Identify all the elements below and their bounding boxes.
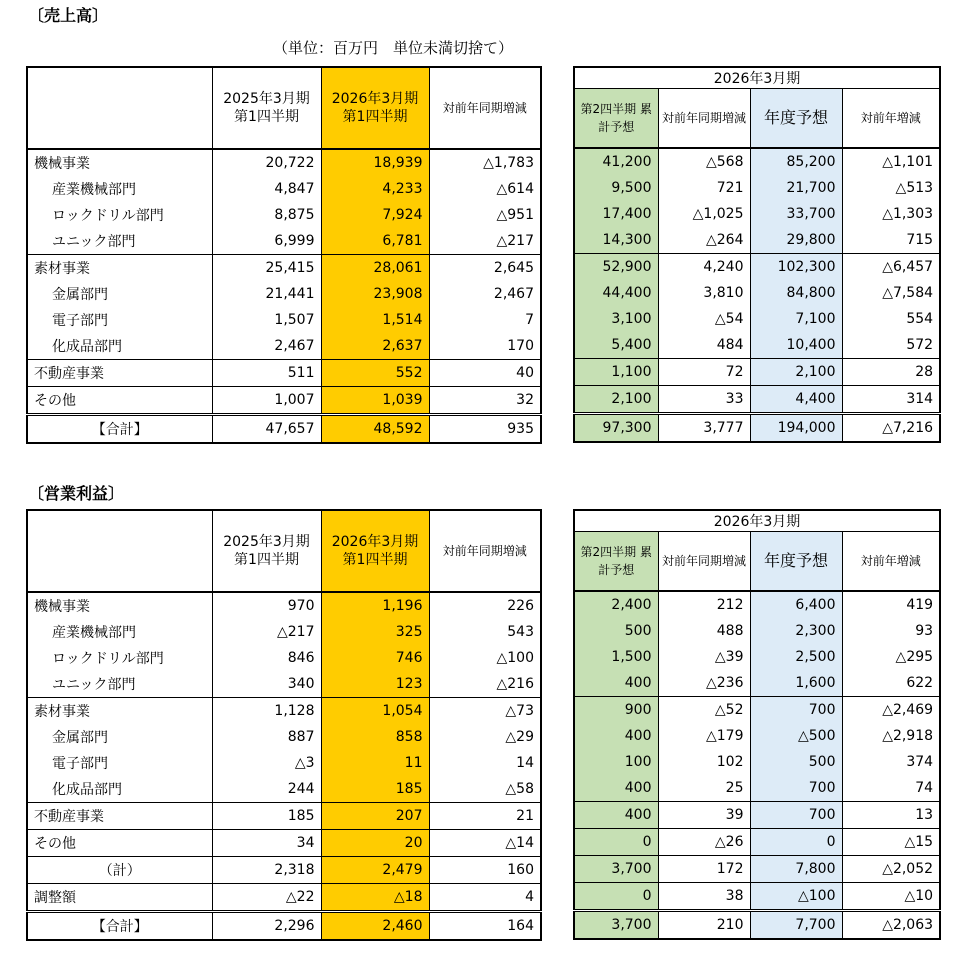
row-label: 不動産事業	[27, 360, 212, 387]
table-row	[574, 670, 940, 697]
h1-forecast-value: 400	[574, 802, 658, 829]
yoy-change-value: 2,467	[429, 281, 541, 307]
h1-yoy-value: 72	[658, 359, 750, 386]
fy-forecast-value: 84,800	[750, 280, 842, 306]
table-row	[574, 749, 940, 775]
h1-forecast-value: 1,100	[574, 359, 658, 386]
table-row	[27, 803, 541, 830]
fy-yoy-value: 93	[842, 618, 940, 644]
h1-yoy-value: △52	[658, 697, 750, 724]
fy-yoy-value: 28	[842, 359, 940, 386]
table-row	[574, 254, 940, 281]
row-label: 金属部門	[27, 281, 212, 307]
row-label: ロックドリル部門	[27, 202, 212, 228]
fy-forecast-value: 4,400	[750, 386, 842, 414]
fy-forecast-value: 7,700	[750, 911, 842, 940]
table-row	[27, 387, 541, 415]
table-row	[574, 414, 940, 443]
h1-forecast-value: 9,500	[574, 175, 658, 201]
fy-forecast-value: 21,700	[750, 175, 842, 201]
cur-q1-value: 185	[321, 776, 429, 803]
table-row	[574, 386, 940, 414]
row-label: 【合計】	[27, 415, 212, 444]
header-prev-q1: 2025年3月期 第1四半期	[212, 510, 321, 592]
table-row	[574, 829, 940, 856]
fy-yoy-value: △10	[842, 883, 940, 911]
h1-forecast-value: 0	[574, 829, 658, 856]
cur-q1-value: 552	[321, 360, 429, 387]
row-label: 素材事業	[27, 698, 212, 725]
h1-forecast-value: 0	[574, 883, 658, 911]
h1-yoy-value: 38	[658, 883, 750, 911]
table-row	[27, 724, 541, 750]
table-row	[574, 723, 940, 749]
prev-q1-value: 2,296	[212, 912, 321, 941]
h1-yoy-value: 4,240	[658, 254, 750, 281]
h1-yoy-value: △26	[658, 829, 750, 856]
h1-forecast-value: 44,400	[574, 280, 658, 306]
row-label: 機械事業	[27, 592, 212, 619]
fy-forecast-value: 10,400	[750, 332, 842, 359]
prev-q1-value: 4,847	[212, 176, 321, 202]
row-label: ユニック部門	[27, 671, 212, 698]
fy-forecast-value: 102,300	[750, 254, 842, 281]
prev-q1-value: 21,441	[212, 281, 321, 307]
table-row	[27, 619, 541, 645]
h1-forecast-value: 2,400	[574, 591, 658, 618]
table-row	[574, 911, 940, 940]
sales-left-table	[26, 66, 542, 444]
fy-yoy-value: △2,469	[842, 697, 940, 724]
prev-q1-value: 20,722	[212, 149, 321, 176]
fy-forecast-value: 2,300	[750, 618, 842, 644]
table-row	[27, 228, 541, 255]
table-row	[574, 644, 940, 670]
h1-forecast-value: 900	[574, 697, 658, 724]
yoy-change-value: 21	[429, 803, 541, 830]
fy-forecast-value: 0	[750, 829, 842, 856]
table-row	[27, 333, 541, 360]
table-row	[574, 175, 940, 201]
cur-q1-value: 1,054	[321, 698, 429, 725]
fy-yoy-value: △2,063	[842, 911, 940, 940]
prev-q1-value: 25,415	[212, 255, 321, 282]
h1-yoy-value: 25	[658, 775, 750, 802]
h1-forecast-value: 3,700	[574, 911, 658, 940]
row-label: 化成品部門	[27, 776, 212, 803]
prev-q1-value: 1,007	[212, 387, 321, 415]
h1-forecast-value: 52,900	[574, 254, 658, 281]
fy-forecast-value: △100	[750, 883, 842, 911]
header-h1-forecast: 第2四半期 累計予想	[574, 89, 658, 149]
h1-forecast-value: 500	[574, 618, 658, 644]
fy-forecast-value: 33,700	[750, 201, 842, 227]
table-row	[27, 698, 541, 725]
fy-yoy-value: 554	[842, 306, 940, 332]
h1-yoy-value: 39	[658, 802, 750, 829]
h1-yoy-value: △236	[658, 670, 750, 697]
fy-yoy-value: 374	[842, 749, 940, 775]
yoy-change-value: 226	[429, 592, 541, 619]
row-label: 産業機械部門	[27, 176, 212, 202]
header-fy-forecast: 年度予想	[750, 532, 842, 592]
row-label: その他	[27, 387, 212, 415]
table-row	[27, 176, 541, 202]
h1-yoy-value: △54	[658, 306, 750, 332]
yoy-change-value: △951	[429, 202, 541, 228]
yoy-change-value: 2,645	[429, 255, 541, 282]
h1-forecast-value: 2,100	[574, 386, 658, 414]
cur-q1-value: 746	[321, 645, 429, 671]
fy-forecast-value: 2,500	[750, 644, 842, 670]
cur-q1-value: 2,637	[321, 333, 429, 360]
yoy-change-value: △217	[429, 228, 541, 255]
fy-yoy-value: 13	[842, 802, 940, 829]
h1-yoy-value: 33	[658, 386, 750, 414]
header-period: 2026年3月期	[574, 510, 940, 532]
header-h1-yoy: 対前年同期増減	[658, 89, 750, 149]
fy-yoy-value: △7,584	[842, 280, 940, 306]
h1-forecast-value: 41,200	[574, 148, 658, 175]
fy-yoy-value: 419	[842, 591, 940, 618]
h1-yoy-value: △568	[658, 148, 750, 175]
fy-yoy-value: △2,918	[842, 723, 940, 749]
fy-yoy-value: △2,052	[842, 856, 940, 883]
prev-q1-value: 887	[212, 724, 321, 750]
yoy-change-value: △73	[429, 698, 541, 725]
header-fy-forecast: 年度予想	[750, 89, 842, 149]
h1-yoy-value: △264	[658, 227, 750, 254]
fy-yoy-value: 74	[842, 775, 940, 802]
fy-forecast-value: 194,000	[750, 414, 842, 443]
h1-yoy-value: 210	[658, 911, 750, 940]
header-cur-q1: 2026年3月期 第1四半期	[321, 510, 429, 592]
table-row	[27, 307, 541, 333]
h1-forecast-value: 1,500	[574, 644, 658, 670]
row-label: 電子部門	[27, 307, 212, 333]
fy-forecast-value: 700	[750, 802, 842, 829]
fy-forecast-value: 1,600	[750, 670, 842, 697]
header-fy-yoy: 対前年増減	[842, 89, 940, 149]
header-yoy-change: 対前年同期増減	[429, 510, 541, 592]
h1-yoy-value: 488	[658, 618, 750, 644]
cur-q1-value: △18	[321, 884, 429, 912]
row-label: ロックドリル部門	[27, 645, 212, 671]
prev-q1-value: 1,507	[212, 307, 321, 333]
header-prev-q1: 2025年3月期 第1四半期	[212, 67, 321, 149]
h1-yoy-value: 484	[658, 332, 750, 359]
prev-q1-value: △3	[212, 750, 321, 776]
yoy-change-value: 14	[429, 750, 541, 776]
h1-forecast-value: 17,400	[574, 201, 658, 227]
h1-forecast-value: 400	[574, 775, 658, 802]
table-row	[574, 306, 940, 332]
cur-q1-value: 207	[321, 803, 429, 830]
yoy-change-value: △29	[429, 724, 541, 750]
h1-yoy-value: △39	[658, 644, 750, 670]
table-row	[27, 776, 541, 803]
yoy-change-value: 160	[429, 857, 541, 884]
prev-q1-value: 846	[212, 645, 321, 671]
fy-forecast-value: 7,100	[750, 306, 842, 332]
cur-q1-value: 1,039	[321, 387, 429, 415]
fy-yoy-value: △15	[842, 829, 940, 856]
yoy-change-value: △100	[429, 645, 541, 671]
cur-q1-value: 4,233	[321, 176, 429, 202]
prev-q1-value: 2,318	[212, 857, 321, 884]
table-row	[574, 227, 940, 254]
table-row	[27, 202, 541, 228]
yoy-change-value: 170	[429, 333, 541, 360]
table-row	[27, 884, 541, 912]
cur-q1-value: 20	[321, 830, 429, 857]
table-row	[27, 645, 541, 671]
cur-q1-value: 2,460	[321, 912, 429, 941]
yoy-change-value: △14	[429, 830, 541, 857]
corner-cell	[27, 67, 212, 149]
fy-yoy-value: △7,216	[842, 414, 940, 443]
header-yoy-change: 対前年同期増減	[429, 67, 541, 149]
fy-yoy-value: 572	[842, 332, 940, 359]
table-row	[27, 830, 541, 857]
table-row	[27, 857, 541, 884]
prev-q1-value: 340	[212, 671, 321, 698]
unit-note: （単位：百万円 単位未満切捨て）	[273, 39, 514, 57]
table-row	[27, 149, 541, 176]
profit-right-table	[573, 509, 941, 940]
prev-q1-value: 2,467	[212, 333, 321, 360]
fy-forecast-value: 6,400	[750, 591, 842, 618]
h1-yoy-value: 721	[658, 175, 750, 201]
cur-q1-value: 1,514	[321, 307, 429, 333]
table-row	[574, 359, 940, 386]
h1-forecast-value: 3,700	[574, 856, 658, 883]
prev-q1-value: 1,128	[212, 698, 321, 725]
h1-yoy-value: 212	[658, 591, 750, 618]
row-label: ユニック部門	[27, 228, 212, 255]
row-label: 素材事業	[27, 255, 212, 282]
table-row	[574, 591, 940, 618]
yoy-change-value: 32	[429, 387, 541, 415]
table-row	[574, 332, 940, 359]
table-row	[574, 148, 940, 175]
h1-forecast-value: 97,300	[574, 414, 658, 443]
fy-yoy-value: 314	[842, 386, 940, 414]
table-row	[27, 281, 541, 307]
row-label: 【合計】	[27, 912, 212, 941]
cur-q1-value: 325	[321, 619, 429, 645]
fy-forecast-value: 2,100	[750, 359, 842, 386]
cur-q1-value: 858	[321, 724, 429, 750]
cur-q1-value: 2,479	[321, 857, 429, 884]
h1-yoy-value: △1,025	[658, 201, 750, 227]
prev-q1-value: 185	[212, 803, 321, 830]
h1-yoy-value: 172	[658, 856, 750, 883]
row-label: 金属部門	[27, 724, 212, 750]
cur-q1-value: 23,908	[321, 281, 429, 307]
table-row	[574, 280, 940, 306]
yoy-change-value: △614	[429, 176, 541, 202]
prev-q1-value: △217	[212, 619, 321, 645]
cur-q1-value: 123	[321, 671, 429, 698]
table-row	[574, 775, 940, 802]
table-row	[574, 883, 940, 911]
yoy-change-value: △58	[429, 776, 541, 803]
row-label: 産業機械部門	[27, 619, 212, 645]
h1-forecast-value: 100	[574, 749, 658, 775]
yoy-change-value: 7	[429, 307, 541, 333]
yoy-change-value: 40	[429, 360, 541, 387]
yoy-change-value: 4	[429, 884, 541, 912]
h1-forecast-value: 3,100	[574, 306, 658, 332]
fy-yoy-value: △1,101	[842, 148, 940, 175]
h1-yoy-value: △179	[658, 723, 750, 749]
h1-yoy-value: 3,810	[658, 280, 750, 306]
table-row	[27, 415, 541, 444]
prev-q1-value: △22	[212, 884, 321, 912]
cur-q1-value: 6,781	[321, 228, 429, 255]
fy-yoy-value: △295	[842, 644, 940, 670]
table-row	[27, 592, 541, 619]
sales-right-table	[573, 66, 941, 443]
h1-yoy-value: 102	[658, 749, 750, 775]
prev-q1-value: 970	[212, 592, 321, 619]
header-fy-yoy: 対前年増減	[842, 532, 940, 592]
h1-forecast-value: 14,300	[574, 227, 658, 254]
table-row	[574, 697, 940, 724]
sales-section-title: 〔売上高〕	[28, 6, 109, 25]
fy-forecast-value: 700	[750, 697, 842, 724]
yoy-change-value: 543	[429, 619, 541, 645]
prev-q1-value: 6,999	[212, 228, 321, 255]
table-row	[574, 618, 940, 644]
fy-forecast-value: 85,200	[750, 148, 842, 175]
row-label: （計）	[27, 857, 212, 884]
prev-q1-value: 511	[212, 360, 321, 387]
fy-forecast-value: 29,800	[750, 227, 842, 254]
fy-forecast-value: △500	[750, 723, 842, 749]
cur-q1-value: 18,939	[321, 149, 429, 176]
fy-yoy-value: 622	[842, 670, 940, 697]
header-cur-q1: 2026年3月期 第1四半期	[321, 67, 429, 149]
profit-section-title: 〔営業利益〕	[28, 484, 125, 503]
h1-forecast-value: 400	[574, 670, 658, 697]
h1-yoy-value: 3,777	[658, 414, 750, 443]
yoy-change-value: △1,783	[429, 149, 541, 176]
table-row	[574, 856, 940, 883]
corner-cell	[27, 510, 212, 592]
profit-left-table	[26, 509, 542, 941]
fy-forecast-value: 500	[750, 749, 842, 775]
table-row	[574, 201, 940, 227]
fy-yoy-value: △513	[842, 175, 940, 201]
prev-q1-value: 244	[212, 776, 321, 803]
cur-q1-value: 7,924	[321, 202, 429, 228]
table-row	[27, 360, 541, 387]
prev-q1-value: 8,875	[212, 202, 321, 228]
table-row	[27, 255, 541, 282]
prev-q1-value: 34	[212, 830, 321, 857]
h1-forecast-value: 400	[574, 723, 658, 749]
header-h1-forecast: 第2四半期 累計予想	[574, 532, 658, 592]
prev-q1-value: 47,657	[212, 415, 321, 444]
fy-yoy-value: 715	[842, 227, 940, 254]
row-label: 機械事業	[27, 149, 212, 176]
row-label: 不動産事業	[27, 803, 212, 830]
fy-yoy-value: △6,457	[842, 254, 940, 281]
yoy-change-value: 935	[429, 415, 541, 444]
header-h1-yoy: 対前年同期増減	[658, 532, 750, 592]
row-label: 化成品部門	[27, 333, 212, 360]
header-period: 2026年3月期	[574, 67, 940, 89]
cur-q1-value: 28,061	[321, 255, 429, 282]
yoy-change-value: △216	[429, 671, 541, 698]
cur-q1-value: 11	[321, 750, 429, 776]
cur-q1-value: 48,592	[321, 415, 429, 444]
cur-q1-value: 1,196	[321, 592, 429, 619]
fy-forecast-value: 7,800	[750, 856, 842, 883]
yoy-change-value: 164	[429, 912, 541, 941]
row-label: 調整額	[27, 884, 212, 912]
table-row	[574, 802, 940, 829]
row-label: 電子部門	[27, 750, 212, 776]
row-label: その他	[27, 830, 212, 857]
table-row	[27, 671, 541, 698]
fy-forecast-value: 700	[750, 775, 842, 802]
h1-forecast-value: 5,400	[574, 332, 658, 359]
table-row	[27, 750, 541, 776]
fy-yoy-value: △1,303	[842, 201, 940, 227]
table-row	[27, 912, 541, 941]
